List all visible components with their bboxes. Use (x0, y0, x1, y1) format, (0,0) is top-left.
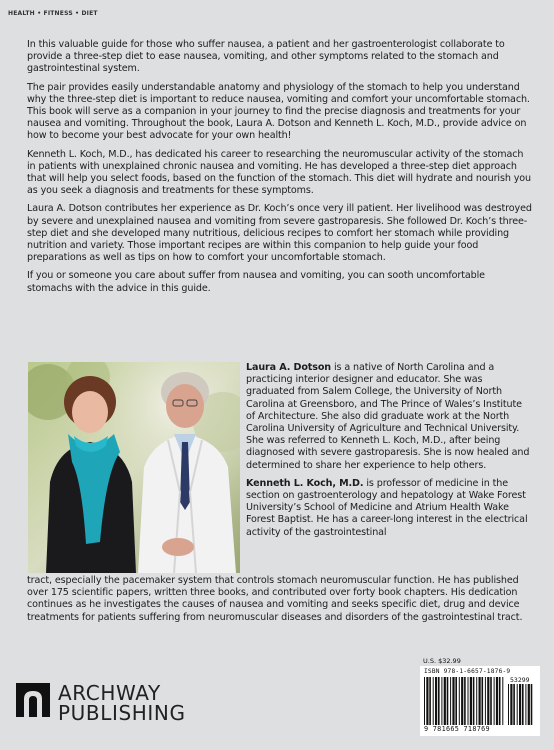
publisher-name: ARCHWAY (58, 681, 161, 705)
barcode-bar (525, 684, 526, 725)
category-label: HEALTH • FITNESS • DIET (8, 10, 98, 17)
blurb-paragraph: Kenneth L. Koch, M.D., has dedicated his career to researching the neuromuscular activity of the stomach in patients with unexplained chronic nausea and vomiting. He has developed a three-step diet approach that will help you select foods, based on the function of the stomach. This diet will hydrate and nourish you as you seek a diagnosis and treatments for these symptoms. (27, 148, 532, 197)
barcode-bar (513, 684, 515, 725)
barcode-bar (435, 677, 437, 725)
price-label: U.S. $32.99 (423, 657, 461, 665)
bio-text: tract, especially the pacemaker system that controls stomach neuromuscular function. He has published over 175 scientific papers, written three books, and contributed over forty book chapters. His dedication continues as he investigates the causes of nausea and vomiting and seeks specific diet, drug and device treatments for patients suffering from neuromuscular diseases and disorders of the gastrointestinal tract. (27, 575, 523, 623)
barcode-bar (476, 677, 477, 725)
blurb-paragraph: In this valuable guide for those who suffer nausea, a patient and her gastroenterologist collaborate to provide a three-step diet to ease nausea, vomiting, and other symptoms related to the stomach and gastrointestinal system. (27, 39, 505, 75)
barcode-bar (424, 677, 425, 725)
barcode-area (420, 657, 540, 737)
barcode-bar (450, 677, 451, 725)
bio-koch-continued (27, 575, 532, 624)
blurb-paragraph: Laura A. Dotson contributes her experience as Dr. Koch’s once very ill patient. Her livelihood was destroyed by severe and unexplained nausea and vomiting from severe gastroparesis. She followed Dr. Koch’s three-step diet and she developed many nutritious, delicious recipes to comfort her stomach while providing nutrition and variety. Those important recipes are within this companion to help guide your food preparations as well as tips on how to comfort your uncomfortable stomach. (27, 203, 532, 264)
barcode-bar (487, 677, 489, 725)
blurb-paragraph: The pair provides easily understandable anatomy and physiology of the stomach to help you understand why the three-step diet is important to reduce nausea, vomiting and comfort your uncomfortable stomach. This book will serve as a companion in your journey to find the precise diagnosis and treatments for your nausea and vomiting. Throughout the book, Laura A. Dotson and Kenneth L. Koch, M.D., provide advice on how to become your best advocate for your own health! (27, 81, 530, 142)
barcode-bar (470, 677, 472, 725)
blurb-paragraph: If you or someone you care about suffer from nausea and vomiting, you can sooth uncomfortable stomachs with the advice in this guide. (27, 270, 485, 294)
barcode-bar (502, 677, 503, 725)
barcode-bar (468, 677, 469, 725)
barcode-bar (438, 677, 440, 725)
barcode-bar (473, 677, 475, 725)
isbn-text: ISBN 978-1-6657-1876-9 (424, 668, 511, 675)
archway-logo-icon (16, 683, 50, 717)
barcode-bar (464, 677, 466, 725)
barcode-bar (490, 677, 492, 725)
barcode-bar (429, 677, 431, 725)
blurb-text (27, 39, 532, 301)
barcode-bar (441, 677, 442, 725)
barcode-bar (482, 677, 484, 725)
supplement-code: 53299 (510, 676, 530, 684)
barcode-bar (494, 677, 495, 725)
barcode-bar (485, 677, 486, 725)
barcode-bar (522, 684, 524, 725)
barcode-bar (519, 684, 521, 725)
ean-barcode-icon (424, 677, 506, 725)
author-name: Kenneth L. Koch, M.D. (246, 477, 364, 489)
publisher-name: PUBLISHING (58, 701, 186, 725)
barcode-bar (531, 684, 533, 725)
barcode-bar (461, 677, 463, 725)
author-photo (28, 362, 240, 573)
barcode-bar (499, 677, 501, 725)
publisher-logo (16, 681, 206, 725)
barcode-bar (510, 684, 512, 725)
barcode-bar (508, 684, 509, 725)
supplement-barcode-icon (508, 684, 536, 725)
barcode-bar (496, 677, 498, 725)
barcode-bar (447, 677, 449, 725)
barcode-bar (455, 677, 457, 725)
bio-text: is professor of medicine in the section on gastroenterology and hepatology at Wake Forest University’s School of Medicine and Atrium Health Wake Forest Baptist. He has a career-long interest in the electrical activity of the gastrointestinal (246, 477, 528, 538)
barcode-bar (528, 684, 530, 725)
barcode-bar (459, 677, 460, 725)
barcode-bar (426, 677, 428, 725)
author-bios (246, 362, 531, 545)
bio-dotson (246, 362, 531, 472)
bio-text: is a native of North Carolina and a practicing interior designer and educator. She was graduated from Salem College, the University of North Carolina at Greensboro, and The Prince of Wales’s Institute of Architecture. She also did graduate work at the North Carolina University of Agriculture and Technical University. She was referred to Kenneth L. Koch, M.D., after being diagnosed with severe gastroparesis. She is now healed and determined to share her experience to help others. (246, 362, 530, 471)
barcode-bar (479, 677, 481, 725)
barcode-bar (444, 677, 446, 725)
barcode-bar (433, 677, 434, 725)
author-name: Laura A. Dotson (246, 362, 332, 373)
barcode-bar (452, 677, 454, 725)
bio-koch (246, 478, 531, 539)
ean-number: 9 781665 718769 (424, 725, 490, 733)
barcode-bar (517, 684, 518, 725)
barcode (420, 666, 540, 736)
